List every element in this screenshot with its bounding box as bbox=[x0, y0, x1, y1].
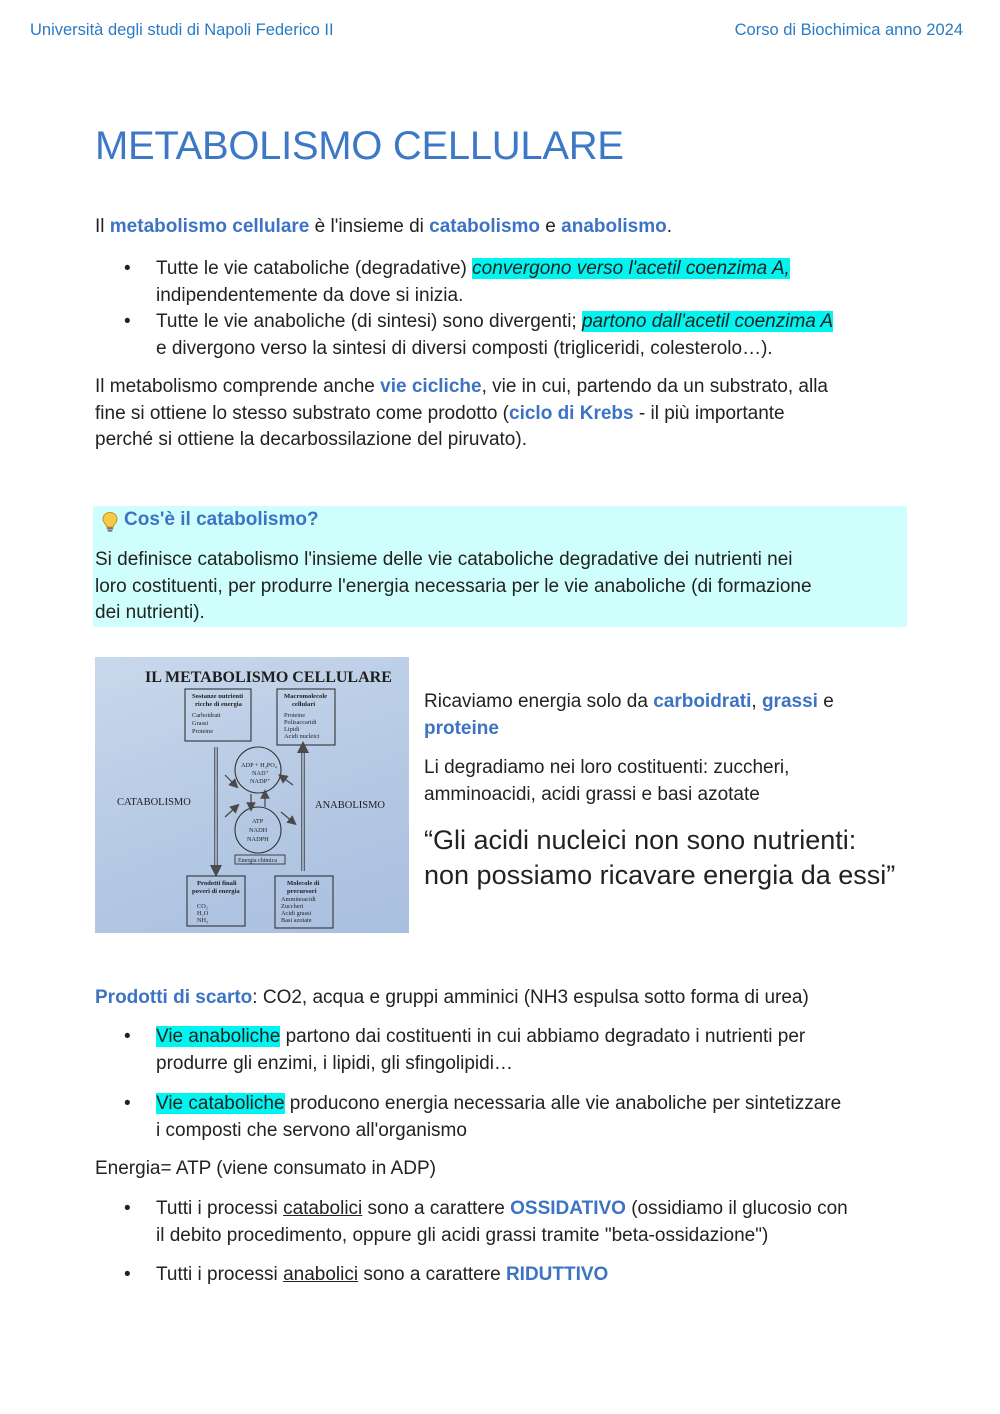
term-metabolismo: metabolismo cellulare bbox=[109, 216, 310, 237]
text: “Gli acidi nucleici non sono nutrienti: bbox=[424, 825, 857, 855]
bullet-dot: • bbox=[124, 1026, 131, 1047]
figure-label: NADP⁺ bbox=[250, 778, 271, 785]
figure-label: NADH bbox=[249, 827, 268, 834]
figure-label: Amminoacidi bbox=[281, 896, 316, 903]
list3-item2 bbox=[156, 1262, 608, 1289]
intro-paragraph bbox=[95, 214, 672, 241]
figure-label: NADPH bbox=[247, 836, 269, 843]
page-title: METABOLISMO CELLULARE bbox=[95, 124, 624, 168]
highlighted-text: Vie cataboliche bbox=[156, 1093, 285, 1114]
figure-label: Sostanze nutrienti bbox=[192, 693, 244, 700]
text: non possiamo ricavare energia da essi” bbox=[424, 859, 896, 890]
figure-label: ADP + H₃PO₄ bbox=[241, 762, 278, 769]
text: sono a carattere bbox=[358, 1264, 506, 1285]
term-riduttivo: RIDUTTIVO bbox=[505, 1264, 609, 1285]
highlighted-text: partono dall'acetil coenzima A bbox=[581, 311, 834, 332]
list2-item2 bbox=[156, 1091, 841, 1144]
text: , vie in cui, partendo da un substrato, alla bbox=[481, 376, 828, 397]
side-energy-sources bbox=[424, 689, 834, 742]
callout-title: Cos'è il catabolismo? bbox=[124, 509, 319, 530]
term-proteine: proteine bbox=[424, 717, 499, 739]
cyclic-paragraph bbox=[95, 374, 828, 454]
list1-item1 bbox=[156, 256, 790, 309]
list1-item2 bbox=[156, 309, 833, 362]
figure-title: IL METABOLISMO CELLULARE bbox=[145, 669, 392, 686]
figure-label: Acidi grassi bbox=[281, 910, 312, 917]
text: loro costituenti, per produrre l'energia necessaria per le vie anaboliche (di formazione bbox=[95, 575, 812, 597]
underlined-text: catabolici bbox=[283, 1198, 363, 1219]
bullet-dot: • bbox=[124, 258, 131, 279]
term-carboidrati: carboidrati bbox=[653, 691, 752, 712]
figure-label: Macromolecole bbox=[284, 693, 328, 700]
text: producono energia necessaria alle vie anaboliche per sintetizzare bbox=[284, 1093, 842, 1114]
text: partono dai costituenti in cui abbiamo degradato i nutrienti per bbox=[280, 1026, 806, 1047]
figure-label: CATABOLISMO bbox=[117, 797, 191, 808]
bullet-dot: • bbox=[124, 311, 131, 332]
figure-label: Acidi nucleici bbox=[284, 733, 320, 740]
figure-label: Molecole di bbox=[287, 880, 320, 887]
text: Tutte le vie anaboliche (di sintesi) sono divergenti; bbox=[156, 311, 582, 332]
figure-label: NAD⁺ bbox=[252, 770, 269, 777]
text: perché si ottiene la decarbossilazione del piruvato). bbox=[95, 429, 527, 450]
text: : CO2, acqua e gruppi amminici (NH3 espulsa sotto forma di urea) bbox=[252, 987, 809, 1008]
figure-label: Polisaccaridi bbox=[284, 719, 317, 726]
text: Tutte le vie cataboliche (degradative) bbox=[156, 258, 473, 279]
text: produrre gli enzimi, i lipidi, gli sfingolipidi… bbox=[156, 1052, 513, 1074]
figure-label: Carboidrati bbox=[192, 712, 221, 719]
text: sono a carattere bbox=[362, 1198, 511, 1219]
waste-paragraph bbox=[95, 985, 809, 1012]
callout-box bbox=[93, 506, 907, 627]
term-grassi: grassi bbox=[761, 691, 818, 712]
figure-label: Energia chimica bbox=[238, 858, 278, 864]
underlined-text: anabolici bbox=[283, 1264, 359, 1285]
figure-label: ANABOLISMO bbox=[315, 800, 386, 811]
text: è l'insieme di bbox=[309, 216, 430, 237]
term-vie-cicliche: vie cicliche bbox=[380, 376, 482, 397]
figure-label: H₂O bbox=[197, 910, 209, 917]
energy-line: Energia= ATP (viene consumato in ADP) bbox=[95, 1158, 436, 1179]
highlighted-text: convergono verso l'acetil coenzima A, bbox=[472, 258, 790, 279]
figure-label: Zuccheri bbox=[281, 903, 304, 910]
header-course: Corso di Biochimica anno 2024 bbox=[734, 21, 963, 39]
text: Li degradiamo nei loro costituenti: zuccheri, bbox=[424, 757, 790, 778]
term-ciclo-krebs: ciclo di Krebs bbox=[509, 402, 634, 424]
text: Ricaviamo energia solo da bbox=[424, 691, 654, 712]
bullet-dot: • bbox=[124, 1093, 131, 1114]
figure-label: Proteine bbox=[192, 728, 213, 735]
side-degradation bbox=[424, 755, 789, 808]
text: e divergono verso la sintesi di diversi composti (trigliceridi, colesterolo…). bbox=[156, 337, 773, 359]
text: Si definisce catabolismo l'insieme delle vie cataboliche degradative dei nutrienti nei bbox=[95, 549, 793, 570]
figure-label: ricche di energia bbox=[195, 701, 242, 708]
figure-label: Lipidi bbox=[284, 726, 300, 733]
figure-label: Grassi bbox=[192, 720, 209, 727]
figure-label: cellulari bbox=[292, 701, 316, 708]
text: Tutti i processi bbox=[156, 1264, 284, 1285]
text: i composti che servono all'organismo bbox=[156, 1119, 467, 1141]
text: e bbox=[540, 216, 562, 237]
term-prodotti-scarto: Prodotti di scarto bbox=[95, 987, 253, 1008]
text: Il bbox=[95, 216, 110, 237]
lightbulb-icon bbox=[101, 511, 119, 533]
text: . bbox=[666, 216, 673, 237]
figure-label: Proteine bbox=[284, 712, 305, 719]
side-quote bbox=[424, 823, 895, 892]
list2-item1 bbox=[156, 1024, 805, 1077]
text: dei nutrienti). bbox=[95, 602, 205, 623]
text: il debito procedimento, oppure gli acidi grassi tramite "beta-ossidazione") bbox=[156, 1224, 769, 1246]
text: e bbox=[817, 691, 834, 712]
figure-label: Basi azotate bbox=[281, 917, 312, 924]
text: Tutti i processi bbox=[156, 1198, 284, 1219]
metabolism-photo bbox=[95, 657, 409, 933]
text: (ossidiamo il glucosio con bbox=[625, 1198, 848, 1219]
text: indipendentemente da dove si inizia. bbox=[156, 284, 464, 306]
text: fine si ottiene lo stesso substrato come prodotto ( bbox=[95, 402, 509, 424]
text: Il metabolismo comprende anche bbox=[95, 376, 381, 397]
header-university: Università degli studi di Napoli Federico II bbox=[30, 21, 334, 39]
text: - il più importante bbox=[633, 402, 785, 424]
figure-label: precursori bbox=[287, 888, 317, 895]
figure-label: NH₃ bbox=[197, 917, 209, 924]
bullet-dot: • bbox=[124, 1198, 131, 1219]
text: , bbox=[751, 691, 762, 712]
term-ossidativo: OSSIDATIVO bbox=[510, 1198, 626, 1219]
figure-label: Prodotti finali bbox=[197, 880, 237, 887]
highlighted-text: Vie anaboliche bbox=[156, 1026, 281, 1047]
list3-item1 bbox=[156, 1196, 848, 1249]
term-anabolismo: anabolismo bbox=[561, 216, 667, 237]
text: amminoacidi, acidi grassi e basi azotate bbox=[424, 783, 760, 805]
figure-label: CO₂ bbox=[197, 903, 208, 910]
figure-label: ATP bbox=[252, 818, 264, 825]
term-catabolismo: catabolismo bbox=[429, 216, 541, 237]
callout-body bbox=[95, 547, 895, 627]
figure-label: poveri di energia bbox=[192, 888, 240, 895]
bullet-dot: • bbox=[124, 1264, 131, 1285]
